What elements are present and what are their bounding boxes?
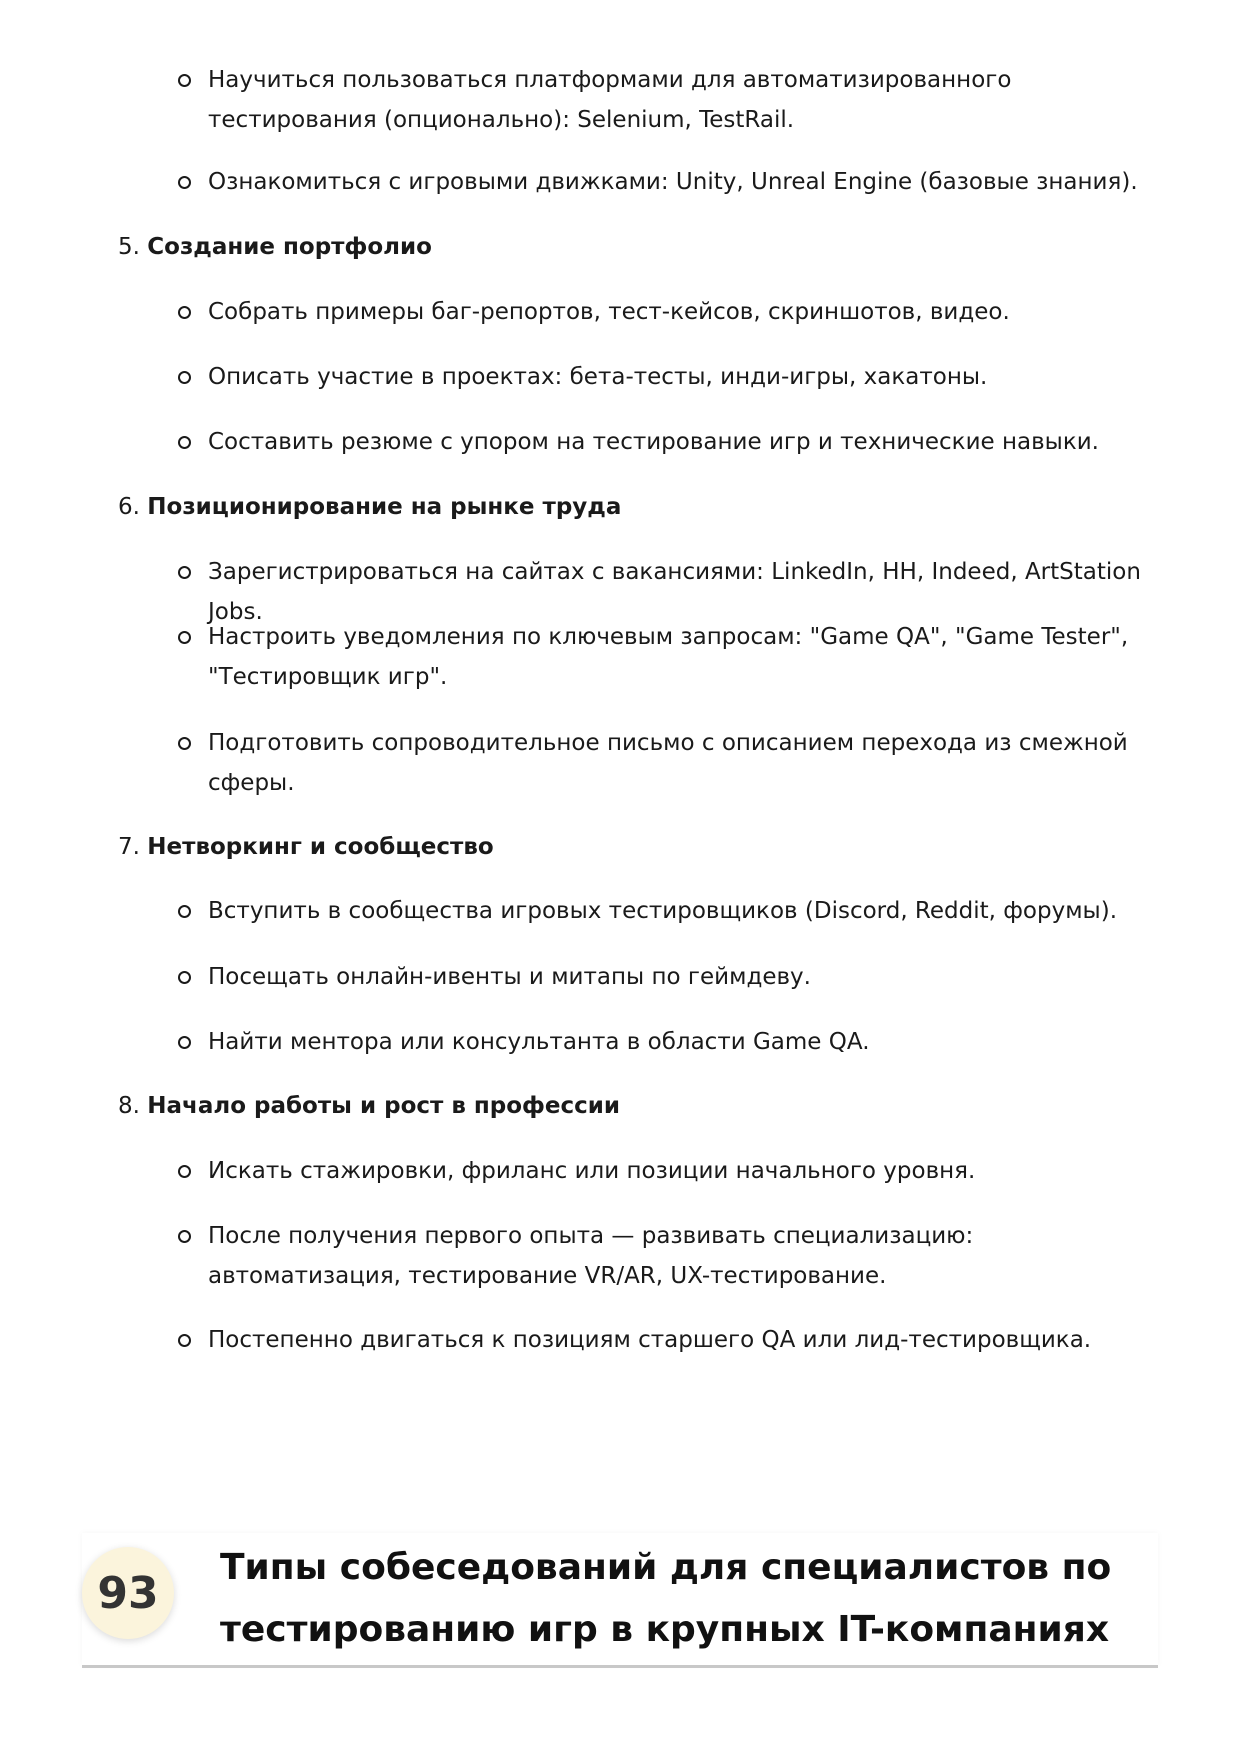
list-item-text: После получения первого опыта — развивать специализацию: автоматизация, тестирование VR/AR, UX-тестирование. bbox=[208, 1223, 974, 1289]
list-item-text: Описать участие в проектах: бета-тесты, инди-игры, хакатоны. bbox=[208, 364, 988, 390]
chapter-title bbox=[220, 1537, 1150, 1661]
list-item bbox=[178, 60, 1158, 140]
chapter-divider bbox=[82, 1665, 1158, 1668]
hollow-bullet-icon bbox=[178, 1165, 191, 1178]
list-item-text: Вступить в сообщества игровых тестировщиков (Discord, Reddit, форумы). bbox=[208, 898, 1118, 924]
hollow-bullet-icon bbox=[178, 1036, 191, 1049]
hollow-bullet-icon bbox=[178, 436, 191, 449]
list-item-text: Зарегистрироваться на сайтах с вакансиями: LinkedIn, HH, Indeed, ArtStation Jobs. bbox=[208, 559, 1141, 625]
list-item-text: Подготовить сопроводительное письмо с описанием перехода из смежной сферы. bbox=[208, 730, 1128, 796]
section-heading bbox=[118, 487, 621, 527]
hollow-bullet-icon bbox=[178, 737, 191, 750]
hollow-bullet-icon bbox=[178, 371, 191, 384]
section-title: Нетворкинг и сообщество bbox=[147, 834, 494, 860]
hollow-bullet-icon bbox=[178, 74, 191, 87]
list-item-text: Научиться пользоваться платформами для автоматизированного тестирования (опционально): Selenium, TestRail. bbox=[208, 67, 1012, 133]
list-item-text: Ознакомиться с игровыми движками: Unity, Unreal Engine (базовые знания). bbox=[208, 169, 1138, 195]
hollow-bullet-icon bbox=[178, 1230, 191, 1243]
section-heading bbox=[118, 1086, 620, 1126]
list-item-text: Посещать онлайн-ивенты и митапы по геймдеву. bbox=[208, 964, 811, 990]
list-item-text: Найти ментора или консультанта в области Game QA. bbox=[208, 1029, 870, 1055]
hollow-bullet-icon bbox=[178, 176, 191, 189]
section-title: Создание портфолио bbox=[147, 234, 432, 260]
chapter-title-line: Типы собеседований для специалистов по bbox=[220, 1547, 1112, 1588]
list-item-text: Составить резюме с упором на тестирование игр и технические навыки. bbox=[208, 429, 1099, 455]
section-title: Начало работы и рост в профессии bbox=[147, 1093, 620, 1119]
hollow-bullet-icon bbox=[178, 905, 191, 918]
section-heading bbox=[118, 227, 432, 267]
list-item-text: Искать стажировки, фриланс или позиции начального уровня. bbox=[208, 1158, 976, 1184]
hollow-bullet-icon bbox=[178, 971, 191, 984]
hollow-bullet-icon bbox=[178, 306, 191, 319]
section-number: 6. bbox=[118, 494, 140, 520]
chapter-number-badge: 93 bbox=[82, 1547, 174, 1639]
section-number: 8. bbox=[118, 1093, 140, 1119]
list-item bbox=[178, 723, 1158, 803]
list-item-text: Настроить уведомления по ключевым запросам: "Game QA", "Game Tester", "Тестировщик игр". bbox=[208, 624, 1129, 690]
list-item bbox=[178, 617, 1158, 697]
list-item-text: Собрать примеры баг-репортов, тест-кейсов, скриншотов, видео. bbox=[208, 299, 1010, 325]
section-number: 7. bbox=[118, 834, 140, 860]
section-number: 5. bbox=[118, 234, 140, 260]
section-title: Позиционирование на рынке труда bbox=[147, 494, 622, 520]
section-heading bbox=[118, 827, 494, 867]
hollow-bullet-icon bbox=[178, 566, 191, 579]
chapter-title-line: тестированию игр в крупных IT-компаниях bbox=[220, 1609, 1110, 1650]
list-item-text: Постепенно двигаться к позициям старшего QA или лид-тестировщика. bbox=[208, 1327, 1092, 1353]
list-item bbox=[178, 1216, 1158, 1296]
hollow-bullet-icon bbox=[178, 1334, 191, 1347]
hollow-bullet-icon bbox=[178, 631, 191, 644]
